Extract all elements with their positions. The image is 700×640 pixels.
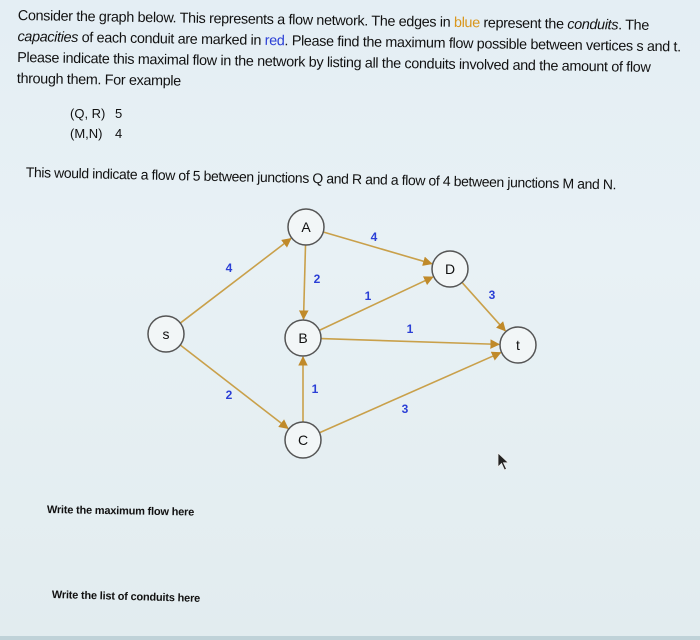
node-label: D — [444, 261, 456, 277]
intro-text: Consider the graph below. This represents a flow network. The edges in — [17, 7, 455, 31]
conduit-edge-D-t — [462, 282, 505, 330]
capacity-label-B-D: 1 — [364, 289, 372, 303]
conduit-edge-B-t — [321, 339, 499, 345]
node-B — [285, 320, 321, 356]
mouse-cursor-icon — [497, 452, 511, 472]
max-flow-answer-area[interactable] — [47, 522, 447, 572]
capacity-label-A-D: 4 — [370, 230, 378, 244]
example-pair: (Q, R) — [70, 106, 106, 121]
example-flow: 4 — [115, 126, 123, 141]
node-C — [285, 422, 321, 458]
nodes-layer — [148, 209, 536, 458]
conduit-edge-C-t — [319, 353, 500, 433]
node-s — [148, 316, 184, 352]
example-pair: (M,N) — [70, 126, 103, 141]
blue-keyword: blue — [453, 14, 480, 32]
node-label: t — [516, 337, 520, 353]
conduits-answer-area[interactable] — [52, 606, 452, 636]
node-A — [288, 209, 324, 245]
capacity-label-A-B: 2 — [313, 272, 321, 286]
capacity-label-D-t: 3 — [488, 288, 496, 302]
conduits-prompt: Write the list of conduits here — [51, 589, 201, 605]
capacity-label-s-C: 2 — [225, 388, 233, 402]
conduit-edge-s-C — [180, 345, 288, 428]
node-label: A — [301, 219, 311, 235]
capacity-label-C-t: 3 — [401, 402, 409, 416]
node-label: C — [297, 432, 309, 448]
screen-bottom-edge — [0, 636, 700, 640]
conduit-edge-A-B — [304, 245, 306, 319]
node-t — [500, 327, 536, 363]
conduit-edge-A-D — [323, 232, 431, 264]
node-D — [432, 251, 468, 287]
red-keyword: red — [264, 32, 285, 50]
example-explanation: This would indicate a flow of 5 between junctions Q and R and a flow of 4 between junctions M and N. — [25, 164, 617, 193]
intro-text: . Please find the maximum flow possible between vertices s and t. Please indicate this maximal flow in the network by listing all the conduits involved and the amount of flow through them. For example — [16, 33, 681, 90]
node-label: s — [162, 326, 170, 342]
max-flow-prompt: Write the maximum flow here — [46, 504, 195, 519]
example-flow: 5 — [115, 106, 123, 121]
intro-text: represent the — [479, 15, 568, 33]
node-label: B — [298, 330, 308, 346]
intro-text: of each conduit are marked in — [77, 29, 265, 49]
conduit-edge-s-A — [180, 239, 291, 324]
conduit-edge-B-D — [319, 277, 433, 330]
conduits-keyword: conduits — [567, 16, 619, 34]
intro-text: . The — [618, 17, 650, 34]
capacity-label-C-B: 1 — [311, 382, 319, 396]
capacity-label-B-t: 1 — [406, 322, 414, 336]
capacity-label-s-A: 4 — [225, 261, 233, 275]
capacities-keyword: capacities — [17, 28, 79, 46]
